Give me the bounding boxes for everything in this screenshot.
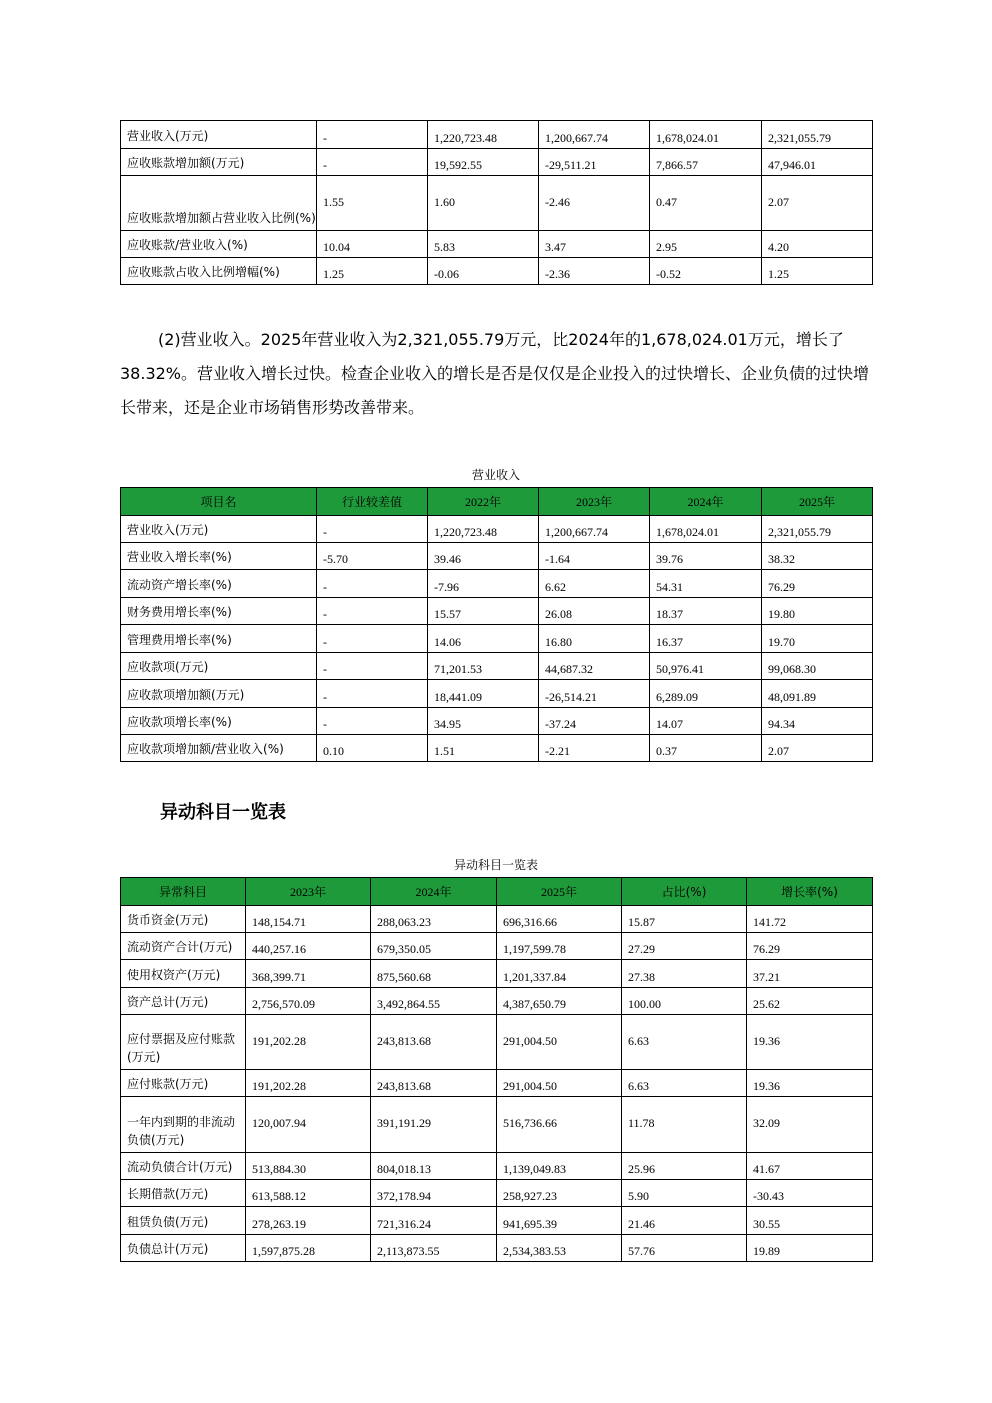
row-label: 营业收入(万元)	[121, 121, 317, 149]
table-row	[121, 625, 873, 653]
cell: 0.37	[650, 735, 762, 762]
cell: 243,813.68	[371, 1015, 497, 1070]
cell: 258,927.23	[497, 1180, 622, 1207]
cell: 11.78	[622, 1097, 747, 1153]
cell: 47,946.01	[762, 149, 873, 176]
cell: 516,736.66	[497, 1097, 622, 1153]
cell: 76.29	[747, 933, 873, 960]
cell: 243,813.68	[371, 1070, 497, 1097]
cell: 39.76	[650, 543, 762, 570]
cell: 34.95	[428, 708, 539, 735]
cell: 391,191.29	[371, 1097, 497, 1153]
table-row	[121, 708, 873, 735]
cell: -5.70	[317, 543, 428, 570]
cell: 19.36	[747, 1015, 873, 1070]
cell: 30.55	[747, 1207, 873, 1235]
cell: 48,091.89	[762, 680, 873, 708]
cell: 721,316.24	[371, 1207, 497, 1235]
cell: 372,178.94	[371, 1180, 497, 1207]
row-label: 流动资产合计(万元)	[121, 933, 246, 960]
row-label: 负债总计(万元)	[121, 1235, 246, 1262]
table-row	[121, 653, 873, 680]
cell: 2,756,570.09	[246, 988, 371, 1015]
cell: -	[317, 653, 428, 680]
cell: -7.96	[428, 570, 539, 598]
row-label: 营业收入(万元)	[121, 516, 317, 543]
cell: 2,534,383.53	[497, 1235, 622, 1262]
cell: 39.46	[428, 543, 539, 570]
column-header: 2024年	[650, 488, 762, 516]
cell: 804,018.13	[371, 1153, 497, 1180]
column-header: 行业较差值	[317, 488, 428, 516]
row-label: 应收款项增加额(万元)	[121, 680, 317, 708]
cell: 1.60	[428, 176, 539, 231]
cell: -	[317, 149, 428, 176]
cell: 0.10	[317, 735, 428, 762]
cell: 2,113,873.55	[371, 1235, 497, 1262]
cell: 696,316.66	[497, 906, 622, 933]
cell: -2.46	[539, 176, 650, 231]
table-row	[121, 1097, 873, 1153]
cell: 2.07	[762, 735, 873, 762]
table-row	[121, 735, 873, 762]
cell: 10.04	[317, 231, 428, 258]
table-revenue	[120, 487, 873, 762]
cell: -	[317, 121, 428, 149]
cell: 38.32	[762, 543, 873, 570]
cell: 3,492,864.55	[371, 988, 497, 1015]
table-row	[121, 1153, 873, 1180]
cell: 120,007.94	[246, 1097, 371, 1153]
cell: -37.24	[539, 708, 650, 735]
body-paragraph: (2)营业收入。2025年营业收入为2,321,055.79万元，比2024年的1,678,024.01万元，增长了38.32%。营业收入增长过快。检查企业收入的增长是否是仅仅是企业投入的过快增长、企业负债的过快增长带来，还是企业市场销售形势改善带来。	[120, 330, 870, 417]
column-header: 2025年	[762, 488, 873, 516]
table-row	[121, 570, 873, 598]
cell: 191,202.28	[246, 1015, 371, 1070]
cell: 679,350.05	[371, 933, 497, 960]
column-header: 2025年	[497, 878, 622, 906]
table-row	[121, 1235, 873, 1262]
cell: 27.38	[622, 960, 747, 988]
cell: 27.29	[622, 933, 747, 960]
cell: 4.20	[762, 231, 873, 258]
cell: -0.06	[428, 258, 539, 285]
table-row	[121, 516, 873, 543]
cell: 5.83	[428, 231, 539, 258]
cell: 57.76	[622, 1235, 747, 1262]
cell: 18,441.09	[428, 680, 539, 708]
cell: 291,004.50	[497, 1015, 622, 1070]
cell: -30.43	[747, 1180, 873, 1207]
table-row	[121, 121, 873, 149]
cell: 76.29	[762, 570, 873, 598]
cell: -29,511.21	[539, 149, 650, 176]
cell: 14.07	[650, 708, 762, 735]
table-row	[121, 1070, 873, 1097]
column-header: 2023年	[539, 488, 650, 516]
column-header: 2023年	[246, 878, 371, 906]
table-row	[121, 176, 873, 231]
cell: 50,976.41	[650, 653, 762, 680]
cell: 6.63	[622, 1070, 747, 1097]
cell: 94.34	[762, 708, 873, 735]
column-header: 2022年	[428, 488, 539, 516]
cell: 513,884.30	[246, 1153, 371, 1180]
cell: -	[317, 516, 428, 543]
column-header: 异常科目	[121, 878, 246, 906]
table-row	[121, 988, 873, 1015]
table-row	[121, 906, 873, 933]
cell: 41.67	[747, 1153, 873, 1180]
cell: 25.62	[747, 988, 873, 1015]
table-header-row	[121, 488, 873, 516]
cell: 19.89	[747, 1235, 873, 1262]
row-label: 应收款项增加额/营业收入(%)	[121, 735, 317, 762]
cell: 291,004.50	[497, 1070, 622, 1097]
row-label: 应收账款增加额(万元)	[121, 149, 317, 176]
column-header: 增长率(%)	[747, 878, 873, 906]
cell: 71,201.53	[428, 653, 539, 680]
row-label: 应收账款增加额占营业收入比例(%)	[121, 176, 317, 231]
column-header: 2024年	[371, 878, 497, 906]
cell: 368,399.71	[246, 960, 371, 988]
cell: -2.21	[539, 735, 650, 762]
cell: 15.57	[428, 598, 539, 625]
cell: 21.46	[622, 1207, 747, 1235]
cell: 32.09	[747, 1097, 873, 1153]
cell: 2.07	[762, 176, 873, 231]
cell: -0.52	[650, 258, 762, 285]
cell: 1.51	[428, 735, 539, 762]
row-label: 流动负债合计(万元)	[121, 1153, 246, 1180]
cell: 54.31	[650, 570, 762, 598]
section-heading: 异动科目一览表	[160, 802, 286, 823]
cell: 278,263.19	[246, 1207, 371, 1235]
cell: 18.37	[650, 598, 762, 625]
row-label: 一年内到期的非流动负债(万元)	[121, 1097, 246, 1153]
row-label: 使用权资产(万元)	[121, 960, 246, 988]
cell: 1,197,599.78	[497, 933, 622, 960]
table-row	[121, 543, 873, 570]
cell: 148,154.71	[246, 906, 371, 933]
cell: 99,068.30	[762, 653, 873, 680]
cell: 19.70	[762, 625, 873, 653]
cell: 2,321,055.79	[762, 121, 873, 149]
cell: 15.87	[622, 906, 747, 933]
row-label: 租赁负债(万元)	[121, 1207, 246, 1235]
table-header-row	[121, 878, 873, 906]
row-label: 流动资产增长率(%)	[121, 570, 317, 598]
table-row	[121, 1015, 873, 1070]
table-row	[121, 1180, 873, 1207]
cell: 1.25	[317, 258, 428, 285]
table-abnormal-items	[120, 877, 873, 1262]
row-label: 货币资金(万元)	[121, 906, 246, 933]
cell: 1,220,723.48	[428, 121, 539, 149]
table-caption: 营业收入	[471, 468, 520, 482]
cell: 1.25	[762, 258, 873, 285]
cell: 1,201,337.84	[497, 960, 622, 988]
table-caption: 异动科目一览表	[453, 858, 538, 872]
cell: 191,202.28	[246, 1070, 371, 1097]
cell: 1,200,667.74	[539, 516, 650, 543]
cell: -	[317, 598, 428, 625]
cell: 19.80	[762, 598, 873, 625]
cell: 6.62	[539, 570, 650, 598]
row-label: 应收账款占收入比例增幅(%)	[121, 258, 317, 285]
cell: 288,063.23	[371, 906, 497, 933]
cell: 941,695.39	[497, 1207, 622, 1235]
table-receivables-summary	[120, 120, 873, 285]
cell: 7,866.57	[650, 149, 762, 176]
cell: 6.63	[622, 1015, 747, 1070]
cell: 5.90	[622, 1180, 747, 1207]
cell: 44,687.32	[539, 653, 650, 680]
cell: -	[317, 680, 428, 708]
column-header: 项目名	[121, 488, 317, 516]
cell: -	[317, 625, 428, 653]
cell: 1,139,049.83	[497, 1153, 622, 1180]
cell: 25.96	[622, 1153, 747, 1180]
table-row	[121, 680, 873, 708]
table-row	[121, 258, 873, 285]
row-label: 长期借款(万元)	[121, 1180, 246, 1207]
cell: 1,678,024.01	[650, 516, 762, 543]
cell: -26,514.21	[539, 680, 650, 708]
row-label: 财务费用增长率(%)	[121, 598, 317, 625]
cell: 4,387,650.79	[497, 988, 622, 1015]
cell: 613,588.12	[246, 1180, 371, 1207]
cell: 16.37	[650, 625, 762, 653]
cell: 0.47	[650, 176, 762, 231]
cell: -	[317, 708, 428, 735]
cell: 1.55	[317, 176, 428, 231]
row-label: 应付账款(万元)	[121, 1070, 246, 1097]
row-label: 资产总计(万元)	[121, 988, 246, 1015]
cell: 1,200,667.74	[539, 121, 650, 149]
table-row	[121, 149, 873, 176]
table-row	[121, 231, 873, 258]
cell: 19,592.55	[428, 149, 539, 176]
row-label: 应收款项(万元)	[121, 653, 317, 680]
cell: 141.72	[747, 906, 873, 933]
cell: 14.06	[428, 625, 539, 653]
cell: 1,220,723.48	[428, 516, 539, 543]
table-row	[121, 598, 873, 625]
cell: 3.47	[539, 231, 650, 258]
cell: 1,597,875.28	[246, 1235, 371, 1262]
cell: 100.00	[622, 988, 747, 1015]
cell: 2.95	[650, 231, 762, 258]
table-row	[121, 960, 873, 988]
cell: -	[317, 570, 428, 598]
cell: 875,560.68	[371, 960, 497, 988]
row-label: 营业收入增长率(%)	[121, 543, 317, 570]
cell: 19.36	[747, 1070, 873, 1097]
cell: -1.64	[539, 543, 650, 570]
cell: 37.21	[747, 960, 873, 988]
table-row	[121, 933, 873, 960]
column-header: 占比(%)	[622, 878, 747, 906]
row-label: 应收账款/营业收入(%)	[121, 231, 317, 258]
row-label: 应收款项增长率(%)	[121, 708, 317, 735]
cell: -2.36	[539, 258, 650, 285]
cell: 6,289.09	[650, 680, 762, 708]
row-label: 管理费用增长率(%)	[121, 625, 317, 653]
row-label: 应付票据及应付账款(万元)	[121, 1015, 246, 1070]
cell: 26.08	[539, 598, 650, 625]
table-row	[121, 1207, 873, 1235]
cell: 1,678,024.01	[650, 121, 762, 149]
cell: 16.80	[539, 625, 650, 653]
cell: 440,257.16	[246, 933, 371, 960]
cell: 2,321,055.79	[762, 516, 873, 543]
